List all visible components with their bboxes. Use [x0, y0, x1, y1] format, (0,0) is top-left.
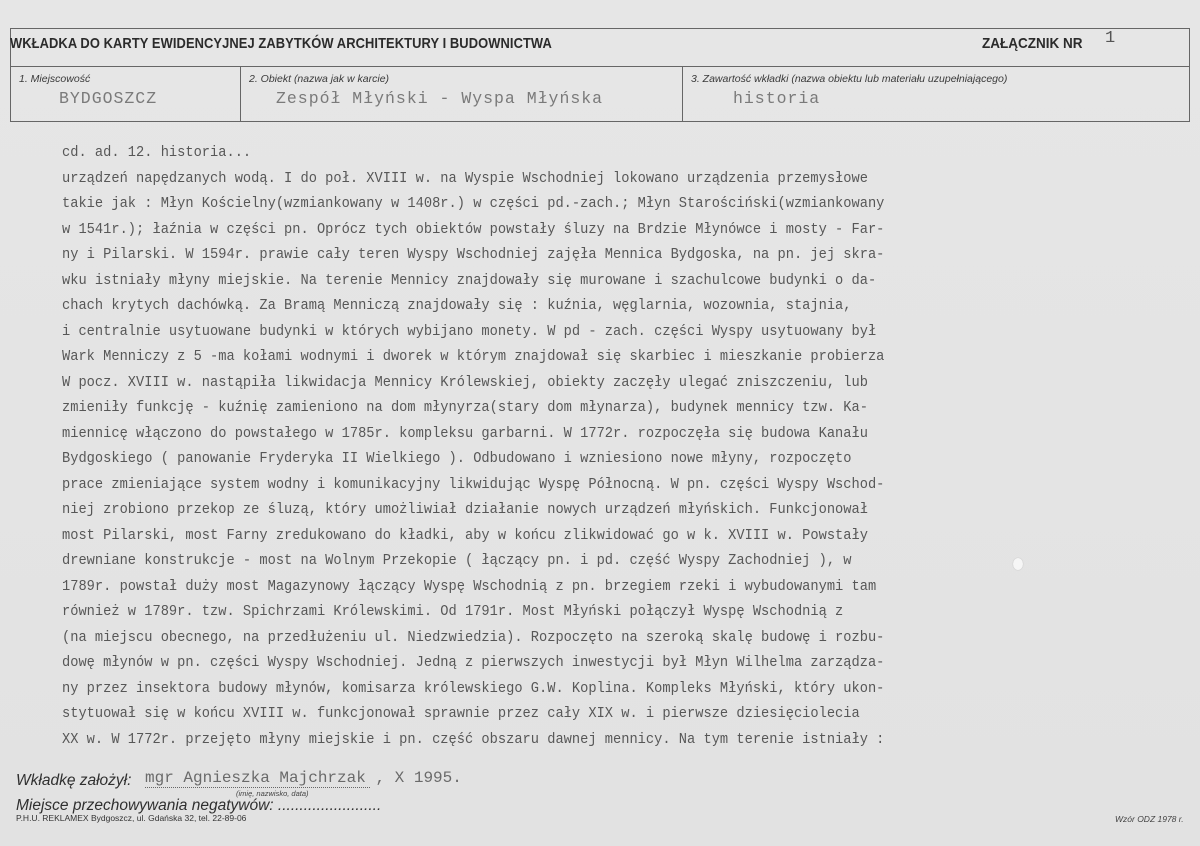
text-line: niej zrobiono przekop ze śluzą, który umożliwiał działanie nowych urządzeń młyńskich. Funkcjonował: [62, 501, 868, 518]
author-value: mgr Agnieszka Majchrzak , X 1995.: [145, 769, 462, 787]
text-line: XX w. W 1772r. przejęto młyny miejskie i pn. część obszaru dawnej mennicy. Na tym terenie istniały :: [62, 730, 885, 748]
text-line: ny i Pilarski. W 1594r. prawie cały teren Wyspy Wschodniej zajęła Mennica Bydgoska, na pn. jej skra-: [62, 246, 885, 263]
text-line: miennicę włączono do powstałego w 1785r. kompleksu garbarni. W 1772r. rozpoczęła się budowa Kanału: [62, 424, 868, 442]
text-line: most Pilarski, most Farny zredukowano do kładki, aby w końcu zlikwidować go w k. XVIII w. Powstały: [62, 526, 868, 544]
text-line: wku istniały młyny miejskie. Na terenie Mennicy znajdowały się murowane i szachulcowe budynki o da-: [62, 271, 877, 289]
author-label: Wkładkę założył:: [16, 772, 132, 789]
text-line: stytuował się w końcu XVIII w. funkcjonował sprawnie przez cały XIX w. i pierwsze dziesięciolecia: [62, 705, 860, 722]
text-line: takie jak : Młyn Kościelny(wzmiankowany w 1408r.) w części pd.-zach.; Młyn Starościński(wzmiankowany: [62, 195, 885, 212]
text-line: zmieniły funkcję - kuźnię zamieniono na dom młynyrza(stary dom młynarza), budynek mennicy tzw. Ka-: [62, 399, 868, 416]
publisher-imprint: P.H.U. REKLAMEX Bydgoszcz, ul. Gdańska 32, tel. 22-89-06: [16, 813, 247, 823]
text-line: prace zmieniające system wodny i komunikacyjny likwidując Wyspę Północną. W pn. części Wyspy Wschod-: [62, 475, 885, 493]
pattern-note: Wzór ODZ 1978 r.: [1115, 814, 1184, 824]
text-line: i centralnie usytuowane budynki w których wybijano monety. W pd - zach. części Wyspy usytuowany był: [62, 322, 877, 340]
locality-cell: [11, 67, 240, 121]
form-title: WKŁADKA DO KARTY EWIDENCYJNEJ ZABYTKÓW ARCHITEKTURY I BUDOWNICTWA: [10, 35, 552, 52]
paper-hole: [1013, 558, 1023, 570]
fields-row: [10, 66, 1190, 122]
content-label: 3. Zawartość wkładki (nazwa obiektu lub materiału uzupełniającego): [691, 73, 1008, 85]
text-line: w 1541r.); łaźnia w części pn. Oprócz tych obiektów powstały śluzy na Brdzie Młynówce i mosty - Far-: [62, 220, 885, 238]
text-line: W pocz. XVIII w. nastąpiła likwidacja Mennicy Królewskiej, obiekty zaczęły ulegać zniszczeniu, lub: [62, 373, 868, 391]
content-cell: [682, 67, 1189, 121]
text-line: (na miejscu obecnego, na przedłużeniu ul. Niedzwiedzia). Rozpoczęto na szeroką skalę budowę i rozbu-: [62, 628, 885, 646]
text-line: również w 1789r. tzw. Spichrzami Królewskimi. Od 1791r. Most Młyński połączył Wyspę Wschodnią z: [62, 603, 844, 620]
text-line: 1789r. powstał duży most Magazynowy łączący Wyspę Wschodnią z pn. brzegiem rzeki i wybudowanymi tam: [62, 577, 877, 595]
text-line: drewniane konstrukcje - most na Wolnym Przekopie ( łączący pn. i pd. część Wyspy Zachodniej ), w: [62, 552, 852, 569]
text-line: chach krytych dachówką. Za Bramą Menniczą znajdowały się : kuźnia, węglarnia, wozownia, stajnia,: [62, 297, 852, 314]
text-line: Bydgoskiego ( panowanie Fryderyka II Wielkiego ). Odbudowano i wzniesiono nowe młyny, rozpoczęto: [62, 450, 852, 467]
annex-number: 1: [1105, 29, 1116, 48]
object-value: Zespół Młyński - Wyspa Młyńska: [276, 89, 604, 108]
author-underline: [145, 787, 370, 788]
annex-label: ZAŁĄCZNIK NR: [982, 35, 1083, 52]
text-line: ny przez insektora budowy młynów, komisarza królewskiego G.W. Koplina. Kompleks Młyński, który ukon-: [62, 679, 885, 697]
text-line: Wark Menniczy z 5 -ma kołami wodnymi i dworek w którym znajdował się skarbiec i mieszkanie probierza: [62, 348, 885, 365]
locality-label: 1. Miejscowość: [19, 73, 91, 85]
object-label: 2. Obiekt (nazwa jak w karcie): [249, 73, 390, 85]
content-value: historia: [733, 89, 821, 108]
locality-value: BYDGOSZCZ: [59, 89, 158, 108]
author-hint: (imię, nazwisko, data): [236, 789, 309, 798]
storage-label: Miejsce przechowywania negatywów: ........................: [16, 797, 382, 814]
text-line: dowę młynów w pn. części Wyspy Wschodniej. Jedną z pierwszych inwestycji był Młyn Wilhelma zarządza-: [62, 654, 885, 671]
text-line: urządzeń napędzanych wodą. I do poł. XVIII w. na Wyspie Wschodniej lokowano urządzenia przemysłowe: [62, 169, 868, 187]
object-cell: [240, 67, 682, 121]
text-line: cd. ad. 12. historia...: [62, 144, 252, 161]
body-text: [62, 140, 1162, 752]
